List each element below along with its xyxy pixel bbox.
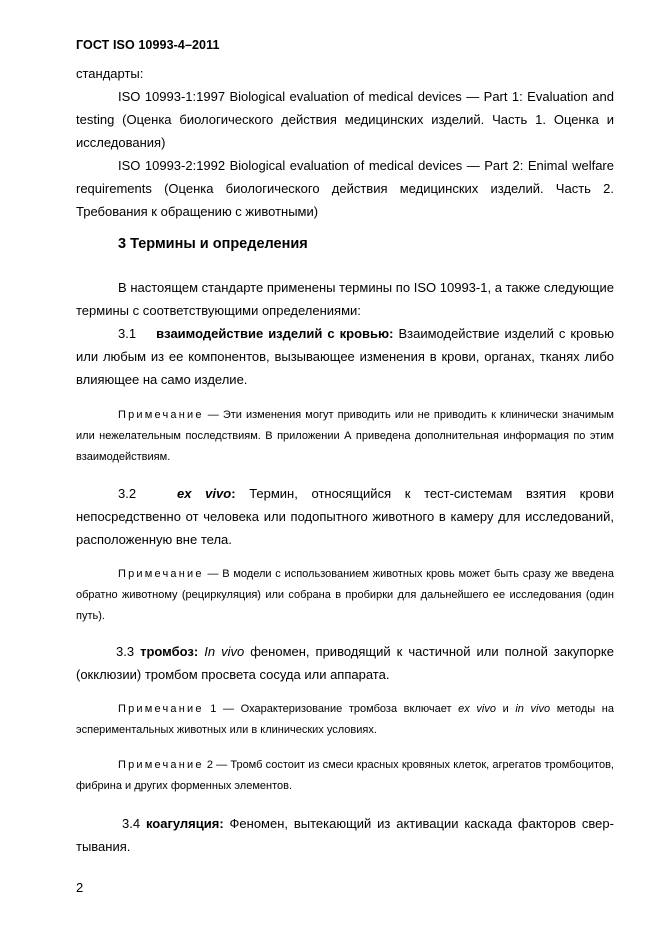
section-lead-paragraph: В настоящем стандарте применены термины по ISO 10993-1, а также следующие термины с соответствующими определениями: — [76, 280, 614, 318]
term-colon: : — [231, 486, 236, 501]
reference-iso-10993-2: ISO 10993-2:1992 Biological evaluation of medical devices — Part 2: Enimal welfare requirements (Оценка биологического действия медицинских изделий. Часть 2. Требования к обращению с животными) — [76, 158, 614, 219]
term-3-2 — [76, 482, 614, 551]
note-3-2 — [76, 564, 614, 627]
page-number: 2 — [76, 880, 84, 895]
term-3-3 — [76, 640, 614, 686]
term-number: 3.1 — [118, 326, 137, 341]
note-3-3-1 — [76, 699, 614, 741]
term-3-1 — [76, 322, 614, 391]
document-code-header: ГОСТ ISO 10993-4–2011 — [76, 38, 220, 52]
note-number: 1 — [210, 703, 217, 715]
note-number: 2 — [206, 759, 213, 771]
note-label: Примечание — [118, 568, 204, 580]
term-definition: Взаимодействие изделий с кровью или любым из ее компонентов, вызывающее изменения в крови, органах, тканях либо влияющее на само изделие. — [76, 326, 614, 387]
intro-line: стандарты: — [76, 66, 144, 81]
term-italic-prefix: In vivo — [204, 644, 245, 659]
note-label: Примечание — [118, 409, 204, 421]
term-definition: феномен, приводящий к частичной или полной закупорке (окклюзии) тромбом просвета сосуда или аппарата. — [76, 644, 614, 682]
reference-iso-10993-1: ISO 10993-1:1997 Biological evaluation of medical devices — Part 1: Evaluation and testing (Оценка биологического действия медицинских изделий. Часть 1. Оценка и исследования) — [76, 89, 614, 150]
note-label: Примечание — [118, 703, 204, 715]
term-title: ex vivo — [177, 486, 232, 501]
note-text: — Тромб состоит из смеси красных кровяных клеток, агрегатов тромбоцитов, фибрина и других форменных элементов. — [76, 759, 614, 792]
term-title: тромбоз: — [140, 644, 199, 659]
note-italic: ex vivo — [458, 703, 496, 715]
term-number: 3.3 — [116, 644, 135, 659]
term-definition: Феномен, вытекающий из активации каскада факторов свертывания. — [76, 816, 614, 854]
note-text: — Охарактеризование тромбоза включает — [216, 703, 459, 715]
term-title: коагуляция: — [145, 816, 224, 831]
note-3-3-2 — [76, 755, 614, 797]
term-title: взаимодействие изделий с кровью: — [156, 326, 394, 341]
note-text: — Эти изменения могут приводить или не приводить к клинически значимым или нежелательным последствиям. В приложении А приведена дополнительная информация по этим взаимодействиям. — [76, 409, 614, 463]
note-text: методы на эспериментальных животных или в клинических условиях. — [76, 703, 614, 736]
note-3-1 — [76, 405, 614, 468]
term-3-4 — [76, 812, 614, 858]
note-label: Примечание — [118, 759, 204, 771]
section-heading: 3 Термины и определения — [118, 236, 308, 252]
term-number: 3.4 — [122, 816, 141, 831]
note-italic: in vivo — [515, 703, 551, 715]
note-text: — В модели с использованием животных кровь может быть сразу же введена обратно животному (рециркуляция) или собрана в пробирки для дальнейшего ее исследования (один путь). — [76, 568, 614, 622]
term-definition: Термин, относящийся к тест-системам взятия крови непосредственно от человека или подопытного животного в камеру для исследований, расположенную вне тела. — [76, 486, 614, 547]
term-number: 3.2 — [118, 486, 137, 501]
note-text: и — [495, 703, 516, 715]
